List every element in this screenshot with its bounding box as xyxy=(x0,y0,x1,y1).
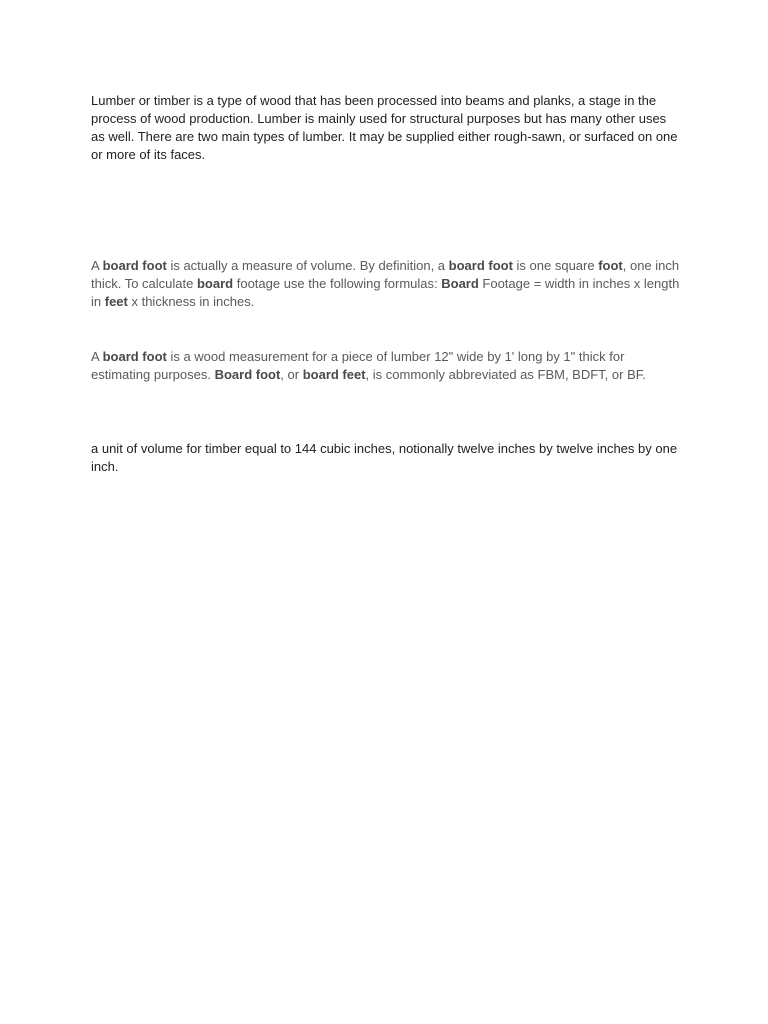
text-run: A xyxy=(91,258,103,273)
text-run: x thickness in inches. xyxy=(127,294,255,309)
text-run: Footage = width in inches x length in xyxy=(91,276,680,309)
bold-term: Board xyxy=(441,276,479,291)
bold-term: board foot xyxy=(102,349,167,364)
text-run: , or xyxy=(280,367,303,382)
paragraph-board-foot-measurement xyxy=(91,348,681,384)
bold-term: board feet xyxy=(302,367,366,382)
paragraph-lumber-definition xyxy=(91,92,681,164)
text-run: is a wood measurement for a piece of lumber 12" wide by 1' long by 1" thick for estimating purposes. xyxy=(91,349,625,382)
bold-term: feet xyxy=(104,294,128,309)
text-run: , is commonly abbreviated as FBM, BDFT, or BF. xyxy=(365,367,646,382)
text-run: a unit of volume for timber equal to 144 cubic inches, notionally twelve inches by twelve inches by one inch. xyxy=(91,441,678,474)
text-run: footage use the following formulas: xyxy=(233,276,442,291)
bold-term: board xyxy=(196,276,234,291)
text-run: , one inch thick. To calculate xyxy=(91,258,680,291)
bold-term: foot xyxy=(598,258,623,273)
bold-term: board foot xyxy=(448,258,513,273)
text-run: Lumber or timber is a type of wood that has been processed into beams and planks, a stage in the process of wood production. Lumber is mainly used for structural purposes but has many other uses as well. There are two main types of lumber. It may be supplied either rough-sawn, or surfaced on one or more of its faces. xyxy=(91,93,678,162)
paragraph-board-foot-volume xyxy=(91,257,681,311)
paragraph-unit-of-volume xyxy=(91,440,681,476)
text-run: A xyxy=(91,349,103,364)
text-run: is actually a measure of volume. By definition, a xyxy=(166,258,449,273)
text-run: is one square xyxy=(512,258,599,273)
bold-term: Board foot xyxy=(214,367,281,382)
bold-term: board foot xyxy=(102,258,167,273)
